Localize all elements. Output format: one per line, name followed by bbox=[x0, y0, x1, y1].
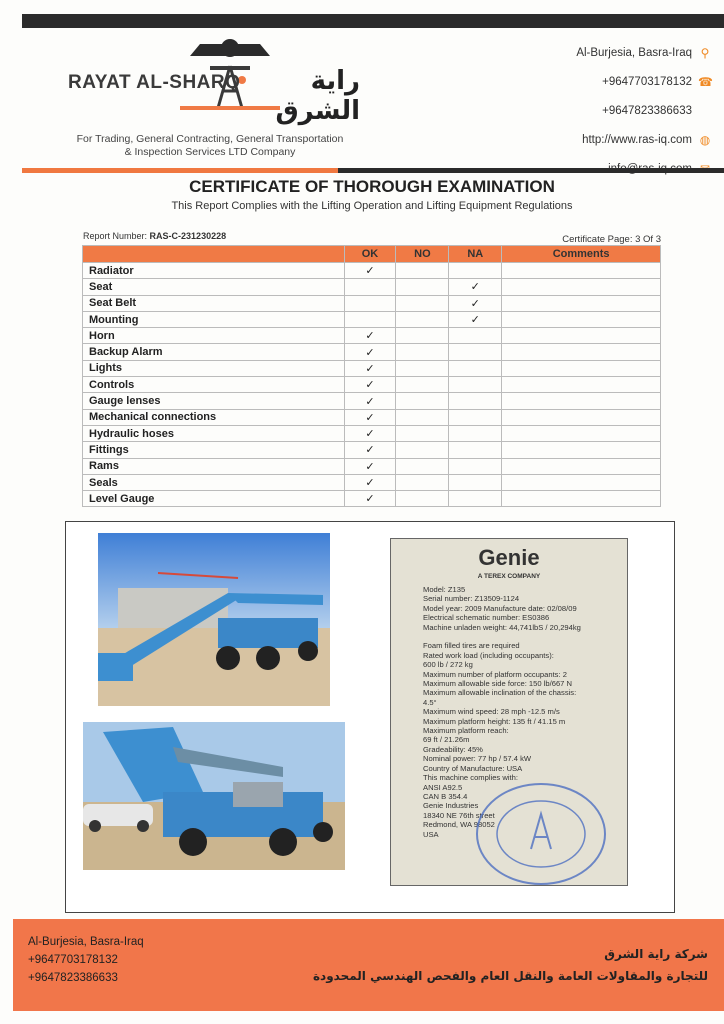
certificate-subtitle: This Report Complies with the Lifting Operation and Lifting Equipment Regulations bbox=[171, 200, 573, 212]
row-item-label: Horn bbox=[83, 328, 345, 344]
cell-comments bbox=[502, 328, 661, 344]
table-row bbox=[83, 328, 661, 344]
row-item-label: Level Gauge bbox=[83, 491, 345, 507]
plate-line: Machine unladen weight: 44,741lbS / 20,294kg bbox=[423, 622, 581, 632]
cell-ok: ✓ bbox=[344, 360, 396, 376]
column-item bbox=[83, 246, 345, 263]
cell-na bbox=[449, 409, 502, 425]
cell-ok: ✓ bbox=[344, 377, 396, 393]
page-footer bbox=[13, 919, 724, 1011]
header-divider bbox=[22, 168, 724, 173]
cell-comments bbox=[502, 491, 661, 507]
footer-contact: Al-Burjesia, Basra-Iraq +9647703178132 +9647823386633 bbox=[28, 936, 144, 984]
plate-line: Maximum platform height: 135 ft / 41.15 m bbox=[423, 716, 566, 726]
plate-line: Foam filled tires are required bbox=[423, 641, 520, 651]
plate-line: Electrical schematic number: ES0386 bbox=[423, 613, 550, 623]
report-number: Report Number: RAS-C-231230228 bbox=[83, 231, 227, 241]
plate-line: CAN B 354.4 bbox=[423, 791, 468, 801]
cell-ok: ✓ bbox=[344, 409, 396, 425]
table-row bbox=[83, 442, 661, 458]
cell-comments bbox=[502, 360, 661, 376]
plate-line: Maximum allowable side force: 150 lb/667 N bbox=[423, 679, 572, 689]
column-ok: OK bbox=[344, 246, 396, 263]
table-row bbox=[83, 263, 661, 279]
contact-phone-2[interactable]: +9647823386633 bbox=[602, 104, 692, 117]
cell-na bbox=[449, 458, 502, 474]
plate-line: USA bbox=[423, 829, 439, 839]
cell-comments bbox=[502, 311, 661, 327]
cell-na bbox=[449, 360, 502, 376]
contact-block bbox=[472, 38, 712, 183]
plate-brand: Genie bbox=[478, 545, 540, 570]
cell-comments bbox=[502, 377, 661, 393]
table-row bbox=[83, 491, 661, 507]
cell-no bbox=[396, 442, 449, 458]
column-no: NO bbox=[396, 246, 449, 263]
table-row bbox=[83, 409, 661, 425]
cell-ok: ✓ bbox=[344, 425, 396, 441]
plate-line: Model: Z135 bbox=[423, 585, 466, 594]
contact-phone-1[interactable]: +9647703178132 ☎ bbox=[602, 74, 713, 89]
row-item-label: Controls bbox=[83, 377, 345, 393]
plate-line: Model year: 2009 Manufacture date: 02/08/09 bbox=[423, 603, 577, 613]
plate-company: A TEREX COMPANY bbox=[477, 573, 541, 580]
plate-line: Country of Manufacture: USA bbox=[423, 763, 523, 773]
company-logo bbox=[60, 36, 360, 126]
plate-line: This machine complies with: bbox=[423, 773, 518, 783]
row-item-label: Mechanical connections bbox=[83, 409, 345, 425]
cell-no bbox=[396, 360, 449, 376]
table-row bbox=[83, 344, 661, 360]
table-row bbox=[83, 393, 661, 409]
row-item-label: Radiator bbox=[83, 263, 345, 279]
table-row bbox=[83, 311, 661, 327]
table-row bbox=[83, 360, 661, 376]
cell-comments bbox=[502, 442, 661, 458]
cell-no bbox=[396, 393, 449, 409]
cell-na: ✓ bbox=[449, 279, 502, 295]
contact-website[interactable]: http://www.ras-iq.com ◍ bbox=[582, 132, 711, 147]
certificate-title: CERTIFICATE OF THOROUGH EXAMINATION bbox=[189, 177, 555, 196]
plate-line: Rated work load (including occupants): bbox=[423, 650, 554, 660]
photo-panel bbox=[65, 521, 675, 913]
boom-lift-photo-2 bbox=[83, 722, 345, 870]
top-bar bbox=[22, 14, 724, 28]
cell-comments bbox=[502, 393, 661, 409]
plate-line: 600 lb / 272 kg bbox=[423, 660, 473, 670]
cell-ok bbox=[344, 311, 396, 327]
cell-na bbox=[449, 442, 502, 458]
table-header bbox=[83, 246, 661, 263]
location-icon: ⚲ bbox=[700, 45, 710, 60]
cell-ok: ✓ bbox=[344, 491, 396, 507]
plate-line: 4.5° bbox=[423, 697, 437, 707]
plate-line: Maximum wind speed: 28 mph -12.5 m/s bbox=[423, 707, 560, 717]
company-name-ar: راية الشرق bbox=[275, 66, 360, 126]
plate-line: 18340 NE 76th street bbox=[423, 810, 495, 820]
cell-ok bbox=[344, 295, 396, 311]
row-item-label: Rams bbox=[83, 458, 345, 474]
cell-na bbox=[449, 377, 502, 393]
cell-na bbox=[449, 474, 502, 490]
cell-na bbox=[449, 393, 502, 409]
column-na: NA bbox=[449, 246, 502, 263]
cell-ok bbox=[344, 279, 396, 295]
table-row bbox=[83, 425, 661, 441]
cell-no bbox=[396, 263, 449, 279]
cell-comments bbox=[502, 344, 661, 360]
cell-no bbox=[396, 279, 449, 295]
cell-na bbox=[449, 263, 502, 279]
certificate-page: Certificate Page: 3 Of 3 bbox=[562, 234, 661, 245]
row-item-label: Mounting bbox=[83, 311, 345, 327]
row-item-label: Lights bbox=[83, 360, 345, 376]
contact-address: Al-Burjesia, Basra-Iraq ⚲ bbox=[472, 38, 712, 67]
globe-icon: ◍ bbox=[699, 132, 711, 147]
examination-table bbox=[82, 245, 661, 507]
plate-line: Serial number: Z13509-1124 bbox=[423, 594, 520, 604]
cell-no bbox=[396, 295, 449, 311]
cell-no bbox=[396, 344, 449, 360]
plate-line bbox=[423, 632, 623, 641]
row-item-label: Fittings bbox=[83, 442, 345, 458]
cell-comments bbox=[502, 425, 661, 441]
cell-no bbox=[396, 328, 449, 344]
cell-comments bbox=[502, 409, 661, 425]
cell-na bbox=[449, 328, 502, 344]
plate-line: 69 ft / 21.26m bbox=[423, 735, 470, 745]
company-tagline: For Trading, General Contracting, General Transportation & Inspection Services LTD Company bbox=[76, 133, 344, 158]
cell-no bbox=[396, 491, 449, 507]
company-name-en: RAYAT AL-SHARQ bbox=[68, 72, 241, 93]
cell-comments bbox=[502, 474, 661, 490]
cell-no bbox=[396, 425, 449, 441]
cell-no bbox=[396, 474, 449, 490]
row-item-label: Gauge lenses bbox=[83, 393, 345, 409]
table-row bbox=[83, 295, 661, 311]
table-row bbox=[83, 279, 661, 295]
cell-ok: ✓ bbox=[344, 344, 396, 360]
row-item-label: Hydraulic hoses bbox=[83, 425, 345, 441]
cell-comments bbox=[502, 263, 661, 279]
plate-line: Nominal power: 77 hp / 57.4 kW bbox=[423, 754, 532, 764]
cell-na bbox=[449, 344, 502, 360]
phone-icon: ☎ bbox=[698, 74, 713, 89]
table-row bbox=[83, 458, 661, 474]
cell-no bbox=[396, 377, 449, 393]
row-item-label: Backup Alarm bbox=[83, 344, 345, 360]
machine-nameplate bbox=[390, 538, 628, 886]
table-row bbox=[83, 474, 661, 490]
table-row bbox=[83, 377, 661, 393]
plate-line: Redmond, WA 98052 bbox=[423, 820, 495, 830]
row-item-label: Seat bbox=[83, 279, 345, 295]
cell-comments bbox=[502, 458, 661, 474]
boom-lift-photo-1 bbox=[98, 533, 330, 706]
cell-no bbox=[396, 458, 449, 474]
row-item-label: Seals bbox=[83, 474, 345, 490]
cell-comments bbox=[502, 295, 661, 311]
company-stamp bbox=[471, 779, 611, 889]
plate-line: Maximum allowable inclination of the chassis: bbox=[423, 688, 577, 698]
cell-na bbox=[449, 425, 502, 441]
row-item-label: Seat Belt bbox=[83, 295, 345, 311]
cell-ok: ✓ bbox=[344, 328, 396, 344]
cell-ok: ✓ bbox=[344, 474, 396, 490]
footer-company-ar: شركة راية الشرق للتجارة والمقاولات العامة والنقل العام والفحص الهندسي المحدودة bbox=[312, 947, 708, 983]
plate-line: Gradeability: 45% bbox=[423, 744, 483, 754]
cell-no bbox=[396, 311, 449, 327]
plate-line: Maximum platform reach: bbox=[423, 726, 509, 736]
cell-ok: ✓ bbox=[344, 458, 396, 474]
column-comments: Comments bbox=[502, 246, 661, 263]
cell-ok: ✓ bbox=[344, 263, 396, 279]
cell-no bbox=[396, 409, 449, 425]
cell-na: ✓ bbox=[449, 295, 502, 311]
cell-na: ✓ bbox=[449, 311, 502, 327]
cell-ok: ✓ bbox=[344, 393, 396, 409]
cell-comments bbox=[502, 279, 661, 295]
plate-line: Genie Industries bbox=[423, 801, 479, 811]
cell-ok: ✓ bbox=[344, 442, 396, 458]
plate-line: ANSI A92.5 bbox=[423, 782, 463, 792]
cell-na bbox=[449, 491, 502, 507]
plate-line: Maximum number of platform occupants: 2 bbox=[423, 669, 567, 679]
